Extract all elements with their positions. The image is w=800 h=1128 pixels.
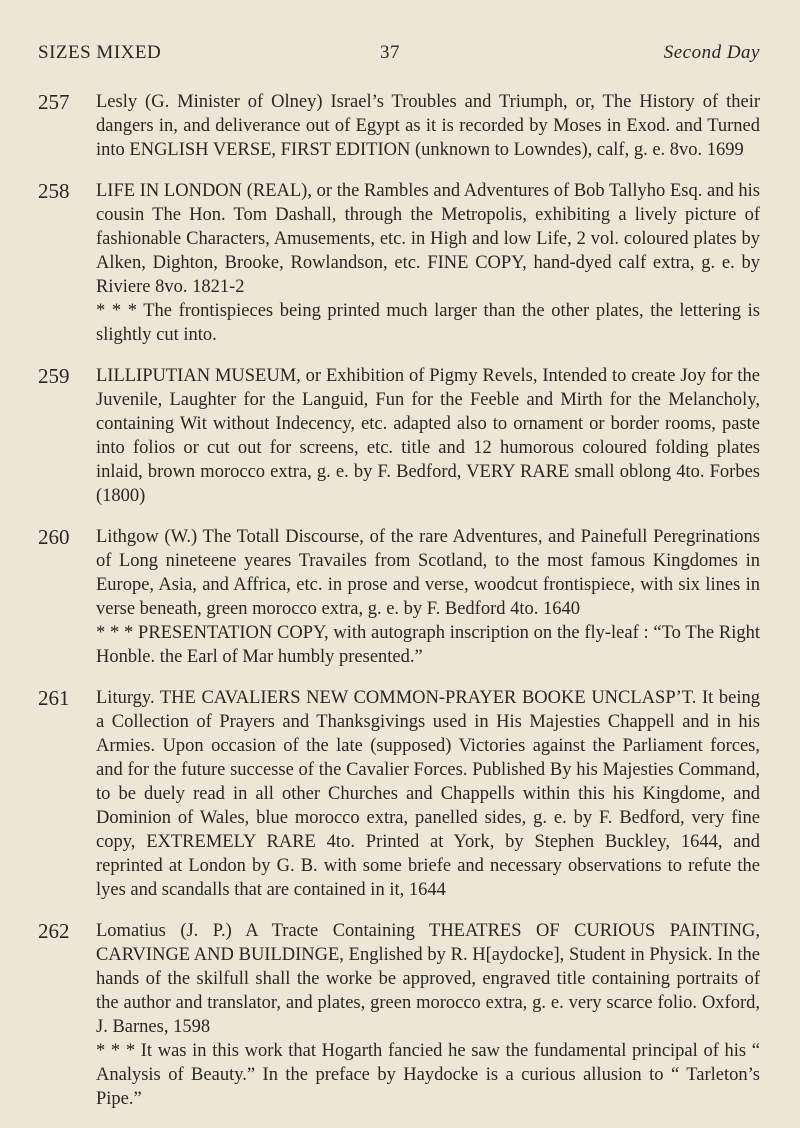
- lot-note: * * * It was in this work that Hogarth fancied he saw the fundamental principal of his “ Analysis of Beauty.” In the preface by Haydocke is a curious allusion to “ Tarleton’s Pipe.”: [96, 1041, 760, 1109]
- lot-description: Liturgy. THE CAVALIERS NEW COMMON-PRAYER BOOKE UNCLASP’T. It being a Collection of Prayers and Thanksgivings used in His Majesties Chappell and in his Armies. Upon occasion of the late (supposed) Victories against the Parliament forces, and for the future successe of the Cavalier Forces. Published By his Majesties Command, to be duely read in all other Churches and Chappells within this his Kingdome, and Dominion of Wales, blue morocco extra, panelled sides, g. e. by F. Bedford, very fine copy, EXTREMELY RARE 4to. Printed at York, by Stephen Buckley, 1644, and reprinted at London by G. B. with some briefe and necessary observations to refute the lyes and scandalls that are contained in it, 1644: [96, 688, 760, 900]
- lot-257: [38, 90, 760, 162]
- lot-note: * * * PRESENTATION COPY, with autograph inscription on the fly-leaf : “To The Right Honble. the Earl of Mar humbly presented.”: [96, 623, 760, 667]
- lot-description: Lithgow (W.) The Totall Discourse, of the rare Adventures, and Painefull Peregrinations of Long nineteene yeares Travailes from Scotland, to the most famous Kingdomes in Europe, Asia, and Affrica, etc. in prose and verse, woodcut frontispiece, with six lines in verse beneath, green morocco extra, g. e. by F. Bedford 4to. 1640: [96, 527, 760, 619]
- lot-description: LIFE IN LONDON (REAL), or the Rambles and Adventures of Bob Tallyho Esq. and his cousin The Hon. Tom Dashall, through the Metropolis, exhibiting a lively picture of fashionable Characters, Amusements, etc. in High and low Life, 2 vol. coloured plates by Alken, Dighton, Brooke, Rowlandson, etc. FINE COPY, hand-dyed calf extra, g. e. by Riviere 8vo. 1821-2: [96, 181, 760, 297]
- lot-number: 257: [38, 90, 70, 114]
- lot-number: 258: [38, 179, 70, 203]
- lot-description: Lesly (G. Minister of Olney) Israel’s Troubles and Triumph, or, The History of their dangers in, and deliverance out of Egypt as it is recorded by Moses in Exod. and Turned into ENGLISH VERSE, FIRST EDITION (unknown to Lowndes), calf, g. e. 8vo. 1699: [96, 92, 760, 160]
- header-sale-day: Second Day: [663, 42, 760, 63]
- lot-number: 260: [38, 525, 70, 549]
- lot-259: [38, 364, 760, 508]
- lot-description: Lomatius (J. P.) A Tracte Containing THEATRES OF CURIOUS PAINTING, CARVINGE AND BUILDINGE, Englished by R. H[aydocke], Student in Physick. In the hands of the skilfull shall the worke be approved, engraved title containing portraits of the author and translator, and plates, green morocco extra, g. e. very scarce folio. Oxford, J. Barnes, 1598: [96, 921, 760, 1037]
- running-header: [38, 42, 760, 68]
- lot-note: * * * The frontispieces being printed much larger than the other plates, the lettering is slightly cut into.: [96, 301, 760, 345]
- lot-262: [38, 919, 760, 1111]
- page-number: 37: [380, 42, 400, 63]
- lot-number: 261: [38, 686, 70, 710]
- lot-260: [38, 525, 760, 669]
- lot-description: LILLIPUTIAN MUSEUM, or Exhibition of Pigmy Revels, Intended to create Joy for the Juvenile, Laughter for the Languid, Fun for the Feeble and Mirth for the Melancholy, containing Wit without Indecency, etc. adapted also to ornament or border rooms, paste into folios or cut out for screens, etc. title and 12 humorous coloured folding plates inlaid, brown morocco extra, g. e. by F. Bedford, VERY RARE small oblong 4to. Forbes (1800): [96, 366, 760, 506]
- catalogue-entries: [38, 90, 760, 1128]
- lot-number: 262: [38, 919, 70, 943]
- lot-258: [38, 179, 760, 347]
- lot-number: 259: [38, 364, 70, 388]
- header-section-title: SIZES MIXED: [38, 42, 162, 63]
- lot-261: [38, 686, 760, 902]
